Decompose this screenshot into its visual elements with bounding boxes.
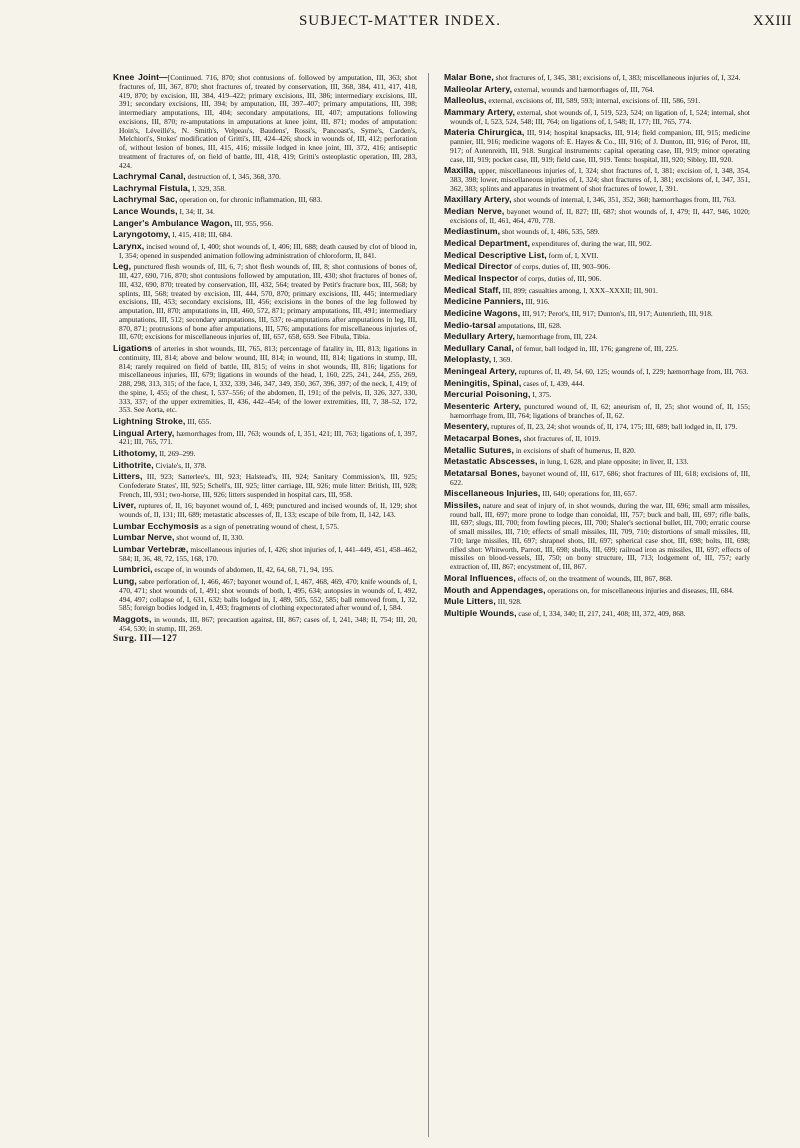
entry-headword: Lachrymal Fistula, [113,182,191,193]
entry-references: external, shot wounds of, I, 519, 523, 524; on ligation of, I, 524; internal, shot wounds of, I, 523, 524, 548; III, 764; on ligations of, I, 548; II, 177; III, 765, 774. [450,107,750,126]
entry-references: punctured wound of, II, 62; aneurism of, II, 25; shot wound of, II, 155; hæmorrhage from, III, 764; ligations of branches of, II, 62. [450,401,750,420]
index-entry [444,457,750,467]
entry-references: III, 916. [523,297,550,307]
index-entry [444,321,750,331]
entry-references: shot wounds of, I, 486, 535, 589. [500,227,600,237]
index-entry [444,239,750,249]
entry-headword: Medio-tarsal [444,319,496,330]
entry-references: sabre perforation of, I, 466, 467; bayonet wound of, I, 467, 468, 469, 470; knife wounds of, I, 470, 471; shot wounds of, I, 491; shot wounds of both, I, 495, 634; autopsies in wounds of, I, 492, 494, 497; collapse of, I, 631, 632; balls lodged in, I, 489, 505, 552, 585; ball removed from, I, 32, 585; foreign bodies lodged in, I, 493; fragments of clothing expectorated after wound of, I, 584. [119,577,417,613]
entry-references: destruction of, I, 345, 368, 370. [185,172,281,182]
index-entry [444,574,750,584]
entry-references: external, excisions of, III, 589, 593; internal, excisions of. III, 586, 591. [486,96,701,106]
entry-references: operations on, for miscellaneous injuries and diseases, III, 684. [545,585,734,595]
index-entry [113,461,417,471]
entry-headword: Langer's Ambulance Wagon, [113,217,233,228]
entry-references: upper, miscellaneous injuries of, I, 324; shot fractures of, I, 381; excision of, I, 348, 354, 383, 398; lower, miscellaneous injuries of, I, 324; shot fractures of, I, 381; excisions of, I, 347, 351, 362, 383; splints and apparatus in treatment of shot fractures of lower, I, 391. [450,166,750,193]
entry-references: I, 329, 358. [190,183,226,193]
index-entry [113,615,417,634]
right-column [444,73,750,1143]
index-entry [444,422,750,432]
index-entry [444,286,750,296]
entry-headword: Mouth and Appendages, [444,584,546,595]
entry-headword: Medical Descriptive List, [444,249,547,260]
index-entry [113,545,417,564]
index-entry [444,262,750,272]
entry-headword: Lightning Stroke, [113,415,186,426]
index-entry [113,344,417,415]
entry-headword: Mercurial Poisoning, [444,389,531,400]
index-entry [444,434,750,444]
entry-headword: Lingual Artery, [113,427,175,438]
index-entry [113,230,417,240]
entry-references: of femur, ball lodged in, III, 176; gangrene of, III, 225. [513,343,679,353]
entry-headword: Mediastinum, [444,226,501,237]
entry-headword: Lumbar Ecchymosis [113,520,199,531]
entry-references: shot wounds of internal, I, 346, 351, 352, 360; hæmorrhages from, III, 763. [511,195,736,205]
entry-headword: Maxillary Artery, [444,194,512,205]
index-entry [444,469,750,488]
index-entry [113,73,417,170]
index-entry [113,172,417,182]
entry-references: I, 34; II, 34. [177,207,215,217]
entry-references: in wounds, III, 867; precaution against, III, 867; cases of, I, 241, 348; II, 754; III, 20, 454, 530; in stump, III, 269. [119,614,417,633]
entry-headword: Medical Inspector [444,272,519,283]
entry-headword: Lithotomy, [113,447,158,458]
index-entry [113,417,417,427]
entry-references: in lung, I, 628, and plate opposite; in liver, II, 133. [537,457,689,467]
entry-references: escape of, in wounds of abdomen, II, 42, 64, 68, 71, 94, 195. [152,565,335,575]
entry-headword: Maxilla, [444,165,476,176]
index-entry [113,522,417,532]
entry-references: in excisions of shaft of humerus, II, 820. [514,445,636,455]
index-entry [444,597,750,607]
entry-headword: Lumbar Nerve, [113,532,175,543]
entry-references: hæmorrhage from, III, 224. [514,332,598,342]
entry-headword: Maggots, [113,613,152,624]
entry-headword: Larynx, [113,240,145,251]
entry-headword: Meningeal Artery, [444,366,517,377]
index-entry [444,367,750,377]
index-entry [113,501,417,520]
entry-references: ruptures of, II, 23, 24; shot wounds of, II, 174, 175; III, 689; ball lodged in, II, 179. [489,422,738,432]
entry-headword: Litters, [113,471,143,482]
index-entry [444,609,750,619]
entry-headword: Malleolar Artery, [444,83,513,94]
entry-headword: Medical Staff, [444,284,501,295]
index-entry [444,96,750,106]
entry-headword: Medical Director [444,261,513,272]
running-head [0,0,800,70]
entry-headword: Metallic Sutures, [444,444,514,455]
entry-headword: Medical Department, [444,238,530,249]
entry-headword: Medicine Panniers, [444,296,524,307]
entry-references: ruptures of, II, 16; bayonet wound of, I, 469; punctured and incised wounds of, II, 129; shot wounds of, II, 131; III, 689; metastatic abscesses of, II, 133; escape of bile from, II, 142, 143. [119,501,417,520]
entry-headword: Lung, [113,576,137,587]
entry-references: bayonet wound of, III, 617, 686; shot fractures of III, 618; excisions of, III, 622. [450,468,750,487]
entry-references: cases of, I, 439, 444. [521,378,585,388]
entry-headword: Mammary Artery, [444,106,515,117]
entry-references: hæmorrhages from, III, 763; wounds of, I, 351, 421; III, 763; ligations of, I, 397, 421; III, 765, 771. [119,428,417,447]
index-entry [113,565,417,575]
left-column [113,73,417,1143]
entry-headword: Liver, [113,500,137,511]
index-entry [444,402,750,421]
entry-references: III, 928. [495,597,522,607]
entry-headword: Lachrymal Canal, [113,171,186,182]
index-entry [444,332,750,342]
entry-headword: Medullary Artery, [444,331,515,342]
index-entry [444,297,750,307]
entry-references: III, 899; casualties among, I, XXX–XXXII; III, 901. [500,285,658,295]
index-entry [444,379,750,389]
index-entry [444,195,750,205]
index-entry [113,472,417,499]
index-entry [444,251,750,261]
entry-references: III, 655. [185,416,212,426]
index-entry [113,429,417,448]
index-entry [444,309,750,319]
index-entry [444,446,750,456]
entry-references: bayonet wound of, II, 827; III, 687; shot wounds of, I, 479; II, 447, 946, 1020; excisions of, II, 461, 464, 470, 778. [450,206,750,225]
entry-headword: Lachrymal Sac, [113,194,178,205]
entry-references: I, 369. [491,355,513,365]
entry-references: I, 375. [530,390,552,400]
entry-headword: Multiple Wounds, [444,607,517,618]
entry-references: form of, I, XVII. [546,250,599,260]
index-entry [444,207,750,226]
entry-headword: Medullary Canal, [444,342,514,353]
index-entry [444,501,750,572]
entry-references: as a sign of penetrating wound of chest, I, 575. [198,521,339,531]
entry-references: external, wounds and hæmorrhages of, III, 764. [512,84,655,94]
entry-headword: Metastatic Abscesses, [444,456,538,467]
entry-headword: Laryngotomy, [113,229,171,240]
index-entry [444,344,750,354]
entry-headword: Mesentery, [444,421,490,432]
entry-references: case of, I, 334, 340; II, 217, 241, 408; III, 372, 409, 868. [516,608,686,618]
entry-references: III, 923; Satterlee's, III, 923; Halstead's, III, 924; Sanitary Commission's, III, 925; Confederate States', III, 925; Schell's, III, 925; litter carriage, III, 926; mule litter: British, III, 928; French, III, 931; two-horse, III, 926; litters suspended in hospital cars, III, 958. [119,472,417,499]
entry-references: II, 269–299. [157,448,196,458]
entry-headword: Metatarsal Bones, [444,467,520,478]
index-entry [113,184,417,194]
entry-headword: Mesenteric Artery, [444,400,522,411]
entry-references: operation on, for chronic inflammation, III, 683. [177,195,323,205]
entry-headword: Malar Bone, [444,73,494,82]
entry-references: ruptures of, II, 49, 54, 60, 125; wounds of, I, 229; hæmorrhage from, III, 763. [516,367,749,377]
entry-headword: Median Nerve, [444,205,505,216]
index-entry [444,73,750,83]
entry-references: amputations, III, 628. [495,320,562,330]
entry-references: III, 914; hospital knapsacks, III, 914; field companion, III, 915; medicine pannier, III, 916; medicine wagons of: E. Hayes & Co., III, 916; of J. Dunton, III, 916; of Perot, III, 917; of Autenreith, III, 918. Surgical instruments: capital operating case, III, 919; minor operating case, III, 919; pocket case, III, 919; field case, III, 919. Tents: hospital, III, 920; Sibley, III, 920. [450,128,750,164]
index-entry [444,586,750,596]
index-entry [113,577,417,613]
entry-headword: Meningitis, Spinal, [444,377,522,388]
entry-references: I, 415, 418; III, 684. [170,230,233,240]
entry-headword: Meloplasty, [444,354,492,365]
index-entry [444,355,750,365]
entry-references: nature and seat of injury of, in shot wounds, during the war, III, 696; small arm missiles, round ball, III, 697; more prone to lodge than conoidal, III, 757; buck and ball, III, 697; rifle balls, III, 697; slugs, III, 700; from fowling pieces, III, 700; Shaler's sectional bullet, III, 700; erratic course of small missiles, III, 710; effects of small missiles, III, 709, 710; distortions of small missiles, III, 710; large missiles, III, 697; shrapnel shots, III, 697; spherical case shot, III, 698; bolts, III, 698; rifled shot: Whitworth, Parrott, III, 698; shells, III, 699; railroad iron as missiles, III, 697; effects of missiles on blood-vessels, III, 750; on bony structure, III, 713; lodgement of, III, 757; early extraction of, III, 867; encystment of, III, 867. [450,500,750,572]
index-entry [444,489,750,499]
entry-headword: Lumbar Vertebræ, [113,544,189,555]
page-title: SUBJECT-MATTER INDEX. [298,13,502,29]
signature-mark: Surg. III—127 [113,634,178,645]
entry-headword: Moral Influences, [444,572,516,583]
entry-headword: Knee Joint— [113,73,168,82]
index-entry [444,85,750,95]
index-entry [113,262,417,342]
index-entry [444,227,750,237]
index-entry [444,390,750,400]
index-entry [444,274,750,284]
index-entry [444,108,750,127]
entry-references: shot fractures of, II, 1019. [521,434,601,444]
entry-references: III, 640; operations for, III, 657. [540,489,637,499]
column-divider [428,73,429,1137]
entry-references: effects of, on the treatment of wounds, III, 867, 868. [515,573,673,583]
entry-headword: Lithotrite, [113,459,154,470]
entry-references: punctured flesh wounds of, III, 6, 7; shot flesh wounds of, III, 8; shot contusions of bones of, III, 427, 690, 716, 870; shot contusions followed by amputation, III, 430; shot fractures of bones of, III, 432, 690, 870; treated by conservation, III, 432, 564; treated by Petit's fracture box, III, 568; by splints, III, 568; treated by excision, III, 444, 570, 870; primary excisions, III, 445; intermediary excisions, III, 453; secondary excisions, III, 456; excisions in the bones of the leg followed by amputation, III, 870; amputations in, III, 460, 572, 871; primary amputations, III, 491; intermediary amputations, III, 512; secondary amputations, III, 537; re-amputations after amputations in leg, III, 870, 871; protrusions of bone after amputations, III, 576; amputations for miscellaneous injuries of, III, 670; excisions for miscellaneous injuries of, III, 657, 658, 659. See Fibula, Tibia. [119,262,417,342]
entry-references: shot wound of, II, 330. [174,533,244,543]
entry-headword: Miscellaneous Injuries, [444,488,541,499]
entry-references: of arteries in shot wounds, III, 765, 813; percentage of fatality in, III, 813; ligations in continuity, III, 814; above and below wound, III, 814; in wound, III, 814; ligations in stump, III, 814; rarely required on field of battle, III, 815; of veins in shot wounds, III, 816; ligations for miscellaneous injuries, III, 679; ligations in wounds of the head, I, 160, 225, 241, 244, 255, 269, 288, 298, 313, 315; of the face, I, 332, 339, 346, 347, 349, 350, 367, 396, 397; of the neck, I, 419; of the spine, I, 455; of the chest, I, 537–556; of the abdomen, II, 191; of the pelvis, II, 326, 327, 330, 333, 337; of the upper extremities, II, 436, 442–454; of the lower extremities, III, 7, 38–52, 172, 353. See Aorta, etc. [119,344,417,415]
entry-headword: Medicine Wagons, [444,307,521,318]
entry-references: miscellaneous injuries of, I, 426; shot injuries of, I, 441–449, 451, 458–462, 584; II, 36, 48, 72, 155, 168, 170. [119,545,417,563]
entry-headword: Ligations [113,343,153,354]
entry-references: [Continued. 716, 870; shot contusions of. followed by amputation, III, 363; shot fractures of, III, 367, 870; shot fractures of, treated by conservation, III, 368, 384, 411, 417, 418, 419, 870; by excision, III, 384, 419–422; primary excisions, III, 386; intermediary excisions, III, 391; secondary excisions, III, 394; by amputation, III, 397–407; primary amputations, III, 398; intermediary amputations, III, 404; secondary amputations, III, 407; amputations following excisions, III, 870; re-amputations in amputations at knee joint, III, 871; modes of amputation: Hoin's, Léveillé's, N. Smith's, Velpeau's, Baudens', Rossi's, Pancoast's, Syme's, Carden's, Melchiori's, Stokes' modification of Gritti's, III, 424–426; shock in wounds of, III, 412; perforation of, without lesion of bones, III, 415, 416; missile lodged in knee joint, III, 372, 416; antiseptic treatment of fractures of, on field of battle, III, 418, 419; Gritti's osteoplastic operation, III, 283, 424. [119,73,417,170]
index-entry [113,533,417,543]
index-entry [113,195,417,205]
entry-references: incised wound of, I, 400; shot wounds of, I, 406; III, 688; death caused by clot of blood in, I, 354; opened in suspended animation following administration of chloroform, II, 841. [119,241,417,260]
entry-references: expenditures of, during the war, III, 902. [529,239,652,249]
page-number: XXIII [752,13,792,29]
entry-references: shot fractures of, I, 345, 381; excisions of, I, 383; miscellaneous injuries of, I, 324. [493,73,741,82]
index-entry [113,219,417,229]
entry-references: of corps, duties of, III, 903–906. [512,262,611,272]
entry-headword: Malleolus, [444,95,487,106]
entry-headword: Metacarpal Bones, [444,433,522,444]
index-entry [113,242,417,261]
entry-headword: Lance Wounds, [113,206,178,217]
entry-headword: Leg, [113,261,132,272]
index-entry [444,128,750,164]
entry-references: of corps, duties of, III, 906. [518,273,602,283]
entry-headword: Lumbrici, [113,564,153,575]
index-entry [444,166,750,193]
entry-headword: Mule Litters, [444,596,496,607]
index-entry [113,449,417,459]
entry-references: III, 917; Perot's, III, 917; Dunton's, III, 917; Autenrieth, III, 918. [520,308,713,318]
entry-references: Civiale's, II, 378. [153,460,207,470]
entry-headword: Missiles, [444,499,481,510]
entry-headword: Materia Chirurgica, [444,127,525,138]
index-entry [113,207,417,217]
entry-references: III, 955, 956. [232,218,274,228]
